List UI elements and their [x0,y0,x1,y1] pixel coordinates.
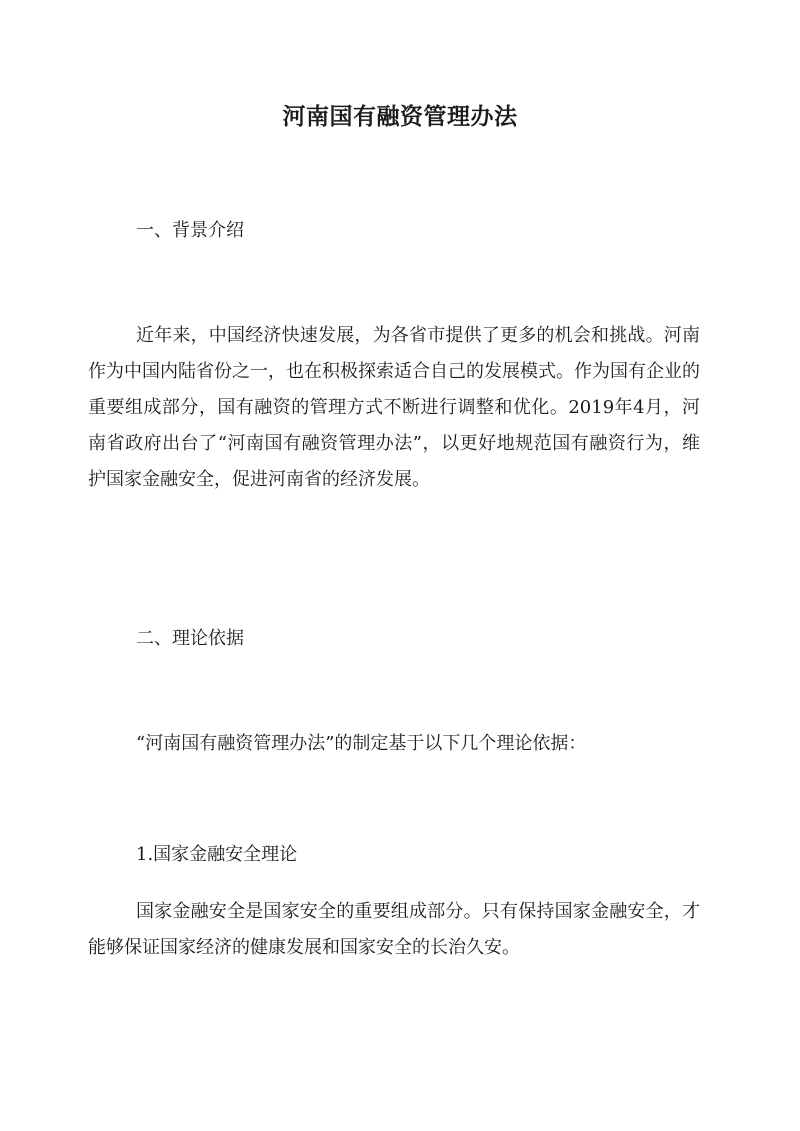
section-heading-background: 一、背景介绍 [136,220,244,241]
paragraph-theory-intro: “河南国有融资管理办法”的制定基于以下几个理论依据： [136,733,587,754]
paragraph-background: 近年来，中国经济快速发展，为各省市提供了更多的机会和挑战。河南作为中国内陆省份之一，也在积极探索适合自己的发展模式。作为国有企业的重要组成部分，国有融资的管理方式不断进行调整和优化。2019年4月，河南省政府出台了“河南国有融资管理办法”，以更好地规范国有融资行为，维护国家金融安全，促进河南省的经济发展。 [88,325,700,490]
paragraph-financial-security: 国家金融安全是国家安全的重要组成部分。只有保持国家金融安全，才能够保证国家经济的健康发展和国家安全的长治久安。 [88,901,700,958]
subsection-heading-financial-security: 1.国家金融安全理论 [136,844,298,865]
section-heading-theory: 二、理论依据 [136,628,244,649]
document-title: 河南国有融资管理办法 [282,103,518,130]
